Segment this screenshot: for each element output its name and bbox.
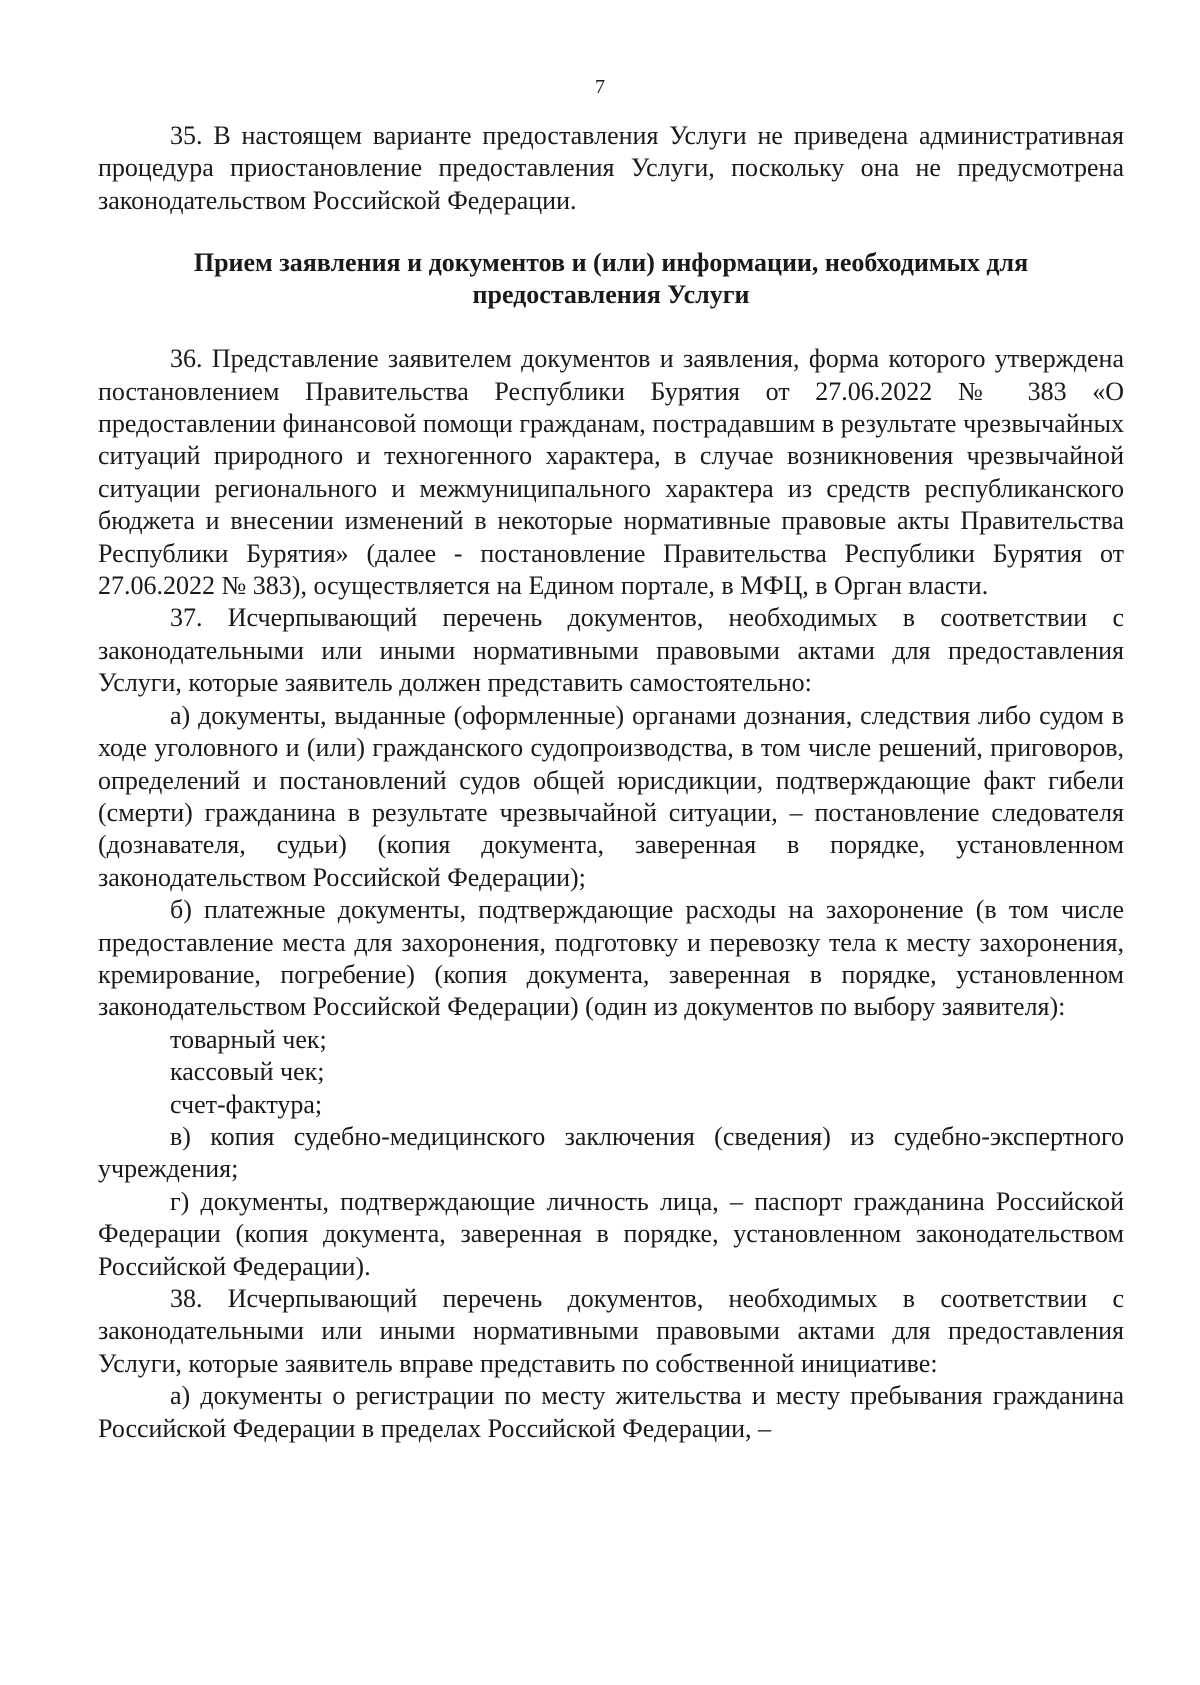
paragraph-37-a: а) документы, выданные (оформленные) органами дознания, следствия либо судом в ходе уголовного и (или) гражданского судопроизводства, в том числе решений, приговоров, определений и постановлений судов общей юрисдикции, подтверждающие факт гибели (смерти) гражданина в результате чрезвычайной ситуации, – постановление следователя (дознавателя, судьи) (копия документа, заверенная в порядке, установленном законодательством Российской Федерации); [98, 700, 1124, 892]
page-number: 7 [595, 76, 605, 98]
list-item: счет-фактура; [170, 1089, 323, 1119]
section-heading: Прием заявления и документов и (или) информации, необходимых для предоставления Услуги [193, 248, 1029, 310]
paragraph-35: 35. В настоящем варианте предоставления Услуги не приведена административная процедура приостановление предоставления Услуги, поскольку она не предусмотрена законодательством Российской Федерации. [98, 121, 1124, 215]
paragraph-38-a: а) документы о регистрации по месту жительства и месту пребывания гражданина Российской Федерации в пределах Российской Федерации, – [98, 1381, 1124, 1443]
paragraph-38: 38. Исчерпывающий перечень документов, необходимых в соответствии с законодательными или иными нормативными правовыми актами для предоставления Услуги, которые заявитель вправе представить по собственной инициативе: [98, 1284, 1124, 1378]
paragraph-37: 37. Исчерпывающий перечень документов, необходимых в соответствии с законодательными или иными нормативными правовыми актами для предоставления Услуги, которые заявитель должен представить самостоятельно: [98, 603, 1124, 698]
paragraph-37-g: г) документы, подтверждающие личность лица, – паспорт гражданина Российской Федерации (копия документа, заверенная в порядке, установленном законодательством Российской Федерации). [98, 1186, 1124, 1281]
paragraph-36: 36. Представление заявителем документов и заявления, форма которого утверждена постановлением Правительства Республики Бурятия от 27.06.2022 № 383 «О предоставлении финансовой помощи гражданам, пострадавшим в результате чрезвычайных ситуаций природного и техногенного характера, в случае возникновения чрезвычайной ситуации регионального и межмуниципального характера из средств республиканского бюджета и внесении изменений в некоторые нормативные правовые акты Правительства Республики Бурятия» (далее - постановление Правительства Республики Бурятия от 27.06.2022 № 383), осуществляется на Едином портале, в МФЦ, в Орган власти. [98, 344, 1124, 601]
list-item: товарный чек; [170, 1024, 327, 1054]
paragraph-37-v: в) копия судебно-медицинского заключения (сведения) из судебно-экспертного учреждения; [98, 1121, 1124, 1184]
document-body [98, 120, 1124, 1445]
list-item: кассовый чек; [170, 1057, 325, 1087]
paragraph-37-b: б) платежные документы, подтверждающие расходы на захоронение (в том числе предоставление места для захоронения, подготовку и перевозку тела к месту захоронения, кремирование, погребение) (копия документа, заверенная в порядке, установленном законодательством Российской Федерации) (один из документов по выбору заявителя): [98, 895, 1124, 1022]
